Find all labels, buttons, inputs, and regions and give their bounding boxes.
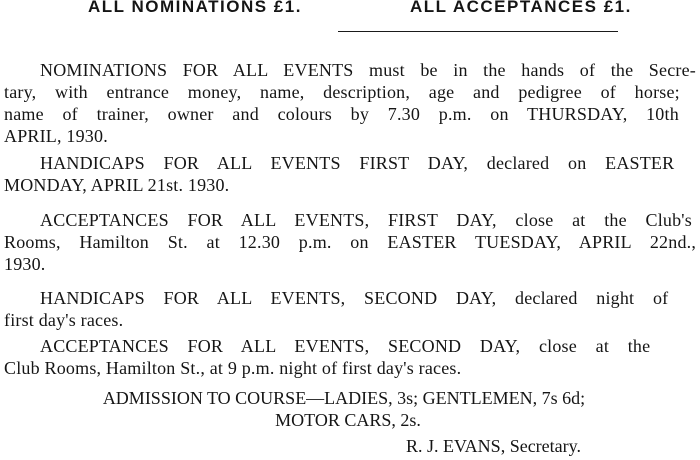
paragraph-line: tary, with entrance money, name, description, age and pedigree of horse; [4, 82, 680, 102]
page-header [0, 0, 700, 24]
paragraph-line: first day's races. [4, 310, 124, 330]
admission-prices [0, 387, 700, 431]
paragraph-line: HANDICAPS FOR ALL EVENTS, SECOND DAY, declared night of [40, 288, 669, 308]
paragraph-line: MONDAY, APRIL 21st. 1930. [4, 175, 230, 195]
paragraph-line: NOMINATIONS FOR ALL EVENTS must be in the hands of the Secre- [40, 60, 696, 80]
secretary-signature: R. J. EVANS, Secretary. [406, 436, 581, 456]
paragraph-line: 1930. [4, 254, 46, 274]
handicaps-first-day-paragraph [4, 152, 696, 196]
paragraph-line: HANDICAPS FOR ALL EVENTS FIRST DAY, declared on EASTER [40, 153, 675, 173]
admission-line: ADMISSION TO COURSE—LADIES, 3s; GENTLEMEN, 7s 6d; [102, 388, 586, 408]
handicaps-second-day-paragraph [4, 287, 696, 331]
paragraph-line: name of trainer, owner and colours by 7.30 p.m. on THURSDAY, 10th [4, 104, 679, 124]
acceptances-second-day-paragraph [4, 335, 696, 379]
paragraph-line: ACCEPTANCES FOR ALL EVENTS, SECOND DAY, close at the [40, 336, 651, 356]
acceptances-fee-heading: ALL ACCEPTANCES £1. [410, 0, 632, 16]
paragraph-line: ACCEPTANCES FOR ALL EVENTS, FIRST DAY, close at the Club's [40, 210, 692, 230]
paragraph-line: Rooms, Hamilton St. at 12.30 p.m. on EASTER TUESDAY, APRIL 22nd., [4, 232, 697, 252]
admission-line: MOTOR CARS, 2s. [275, 410, 421, 430]
divider-rule [338, 31, 618, 32]
paragraph-line: APRIL, 1930. [4, 126, 108, 146]
nominations-paragraph [4, 59, 696, 147]
paragraph-line: Club Rooms, Hamilton St., at 9 p.m. night of first day's races. [4, 358, 462, 378]
nominations-fee-heading: ALL NOMINATIONS £1. [88, 0, 302, 16]
acceptances-first-day-paragraph [4, 209, 696, 275]
